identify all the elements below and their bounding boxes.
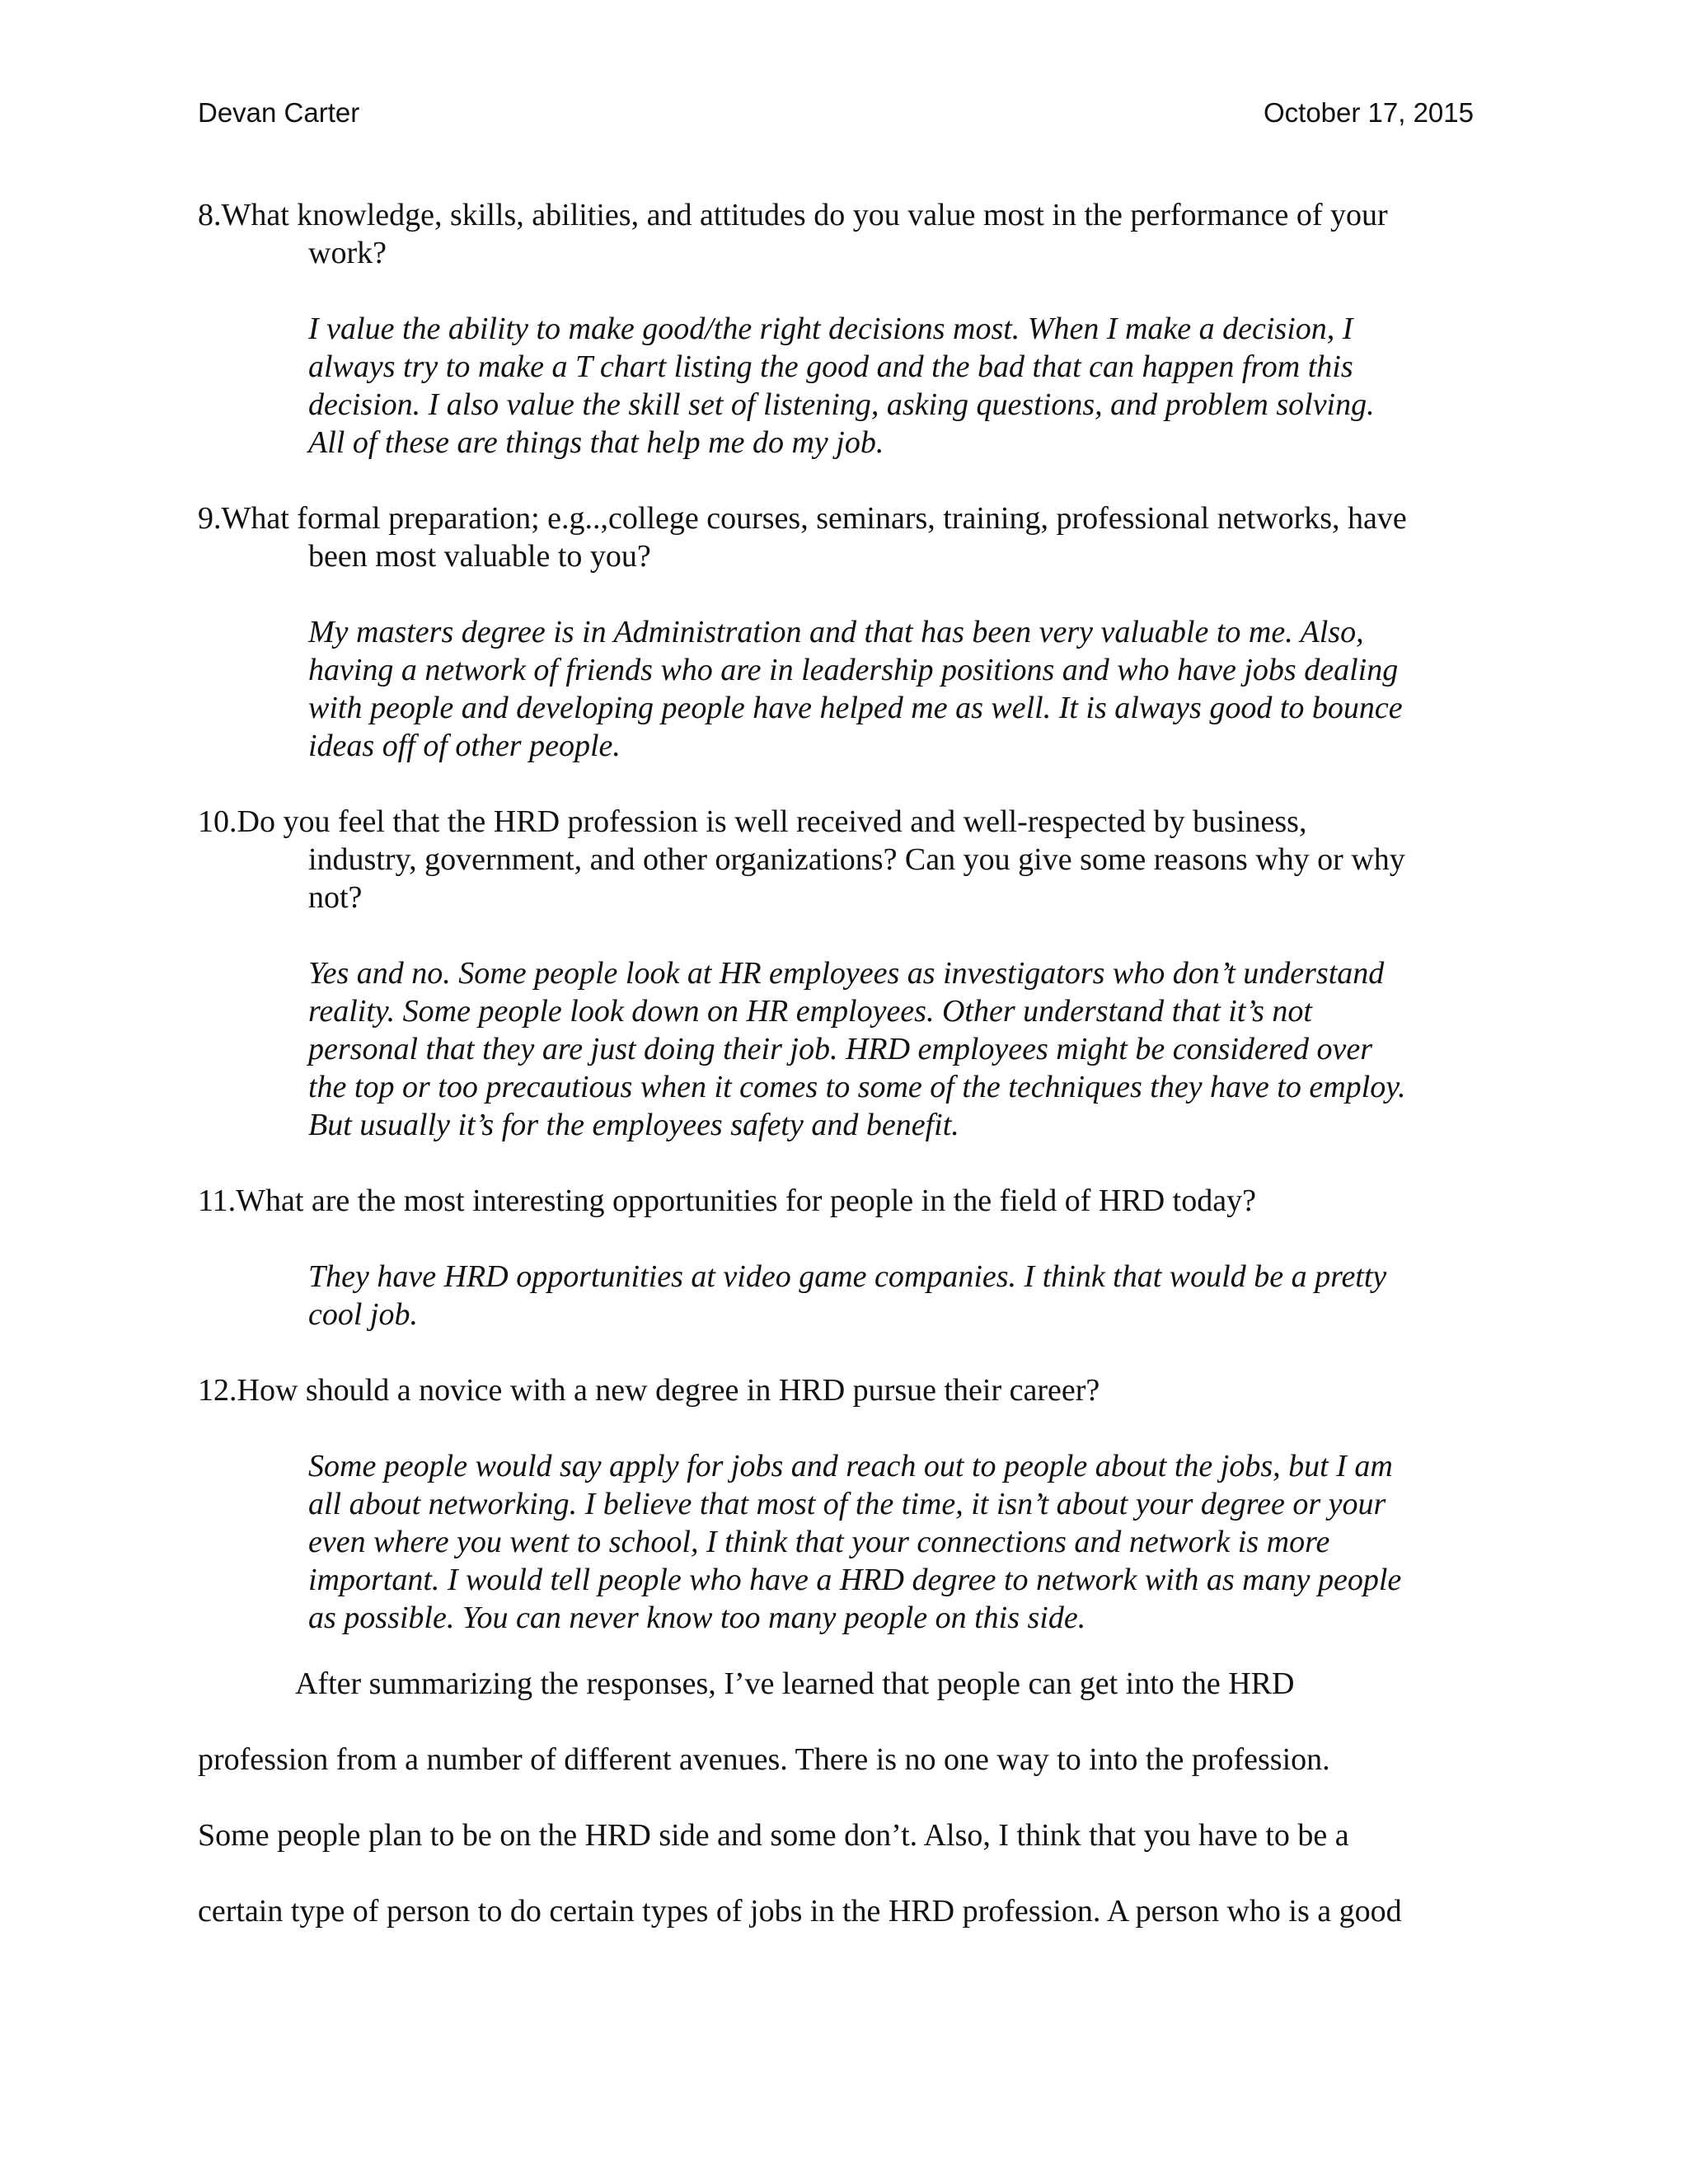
question-9-line-1: 9.What formal preparation; e.g..,college courses, seminars, training, professional networks, have [198, 501, 1407, 536]
answer-8-line-2: always try to make a T chart listing the good and the bad that can happen from this [308, 349, 1353, 384]
author-name: Devan Carter [198, 97, 360, 128]
question-10-line-2: industry, government, and other organizations? Can you give some reasons why or why [308, 842, 1405, 877]
answer-9-line-4: ideas off of other people. [308, 729, 621, 763]
question-10-line-1: 10.Do you feel that the HRD profession is well received and well-respected by business, [198, 804, 1307, 839]
header-date: October 17, 2015 [1263, 97, 1474, 128]
answer-8-line-1: I value the ability to make good/the right decisions most. When I make a decision, I [308, 312, 1353, 346]
answer-9 [308, 613, 1487, 765]
page-header [198, 97, 1474, 137]
question-11-line-1: 11.What are the most interesting opportunities for people in the field of HRD today? [198, 1183, 1256, 1218]
answer-8 [308, 310, 1487, 462]
question-8-line-2: work? [308, 236, 387, 270]
question-10 [198, 803, 1484, 916]
answer-8-line-4: All of these are things that help me do my job. [308, 425, 884, 460]
question-8 [198, 196, 1484, 272]
summary-line-1: After summarizing the responses, I’ve learned that people can get into the HRD [295, 1666, 1295, 1701]
answer-8-line-3: decision. I also value the skill set of listening, asking questions, and problem solving. [308, 387, 1375, 422]
question-12 [198, 1371, 1484, 1409]
question-11 [198, 1182, 1484, 1220]
question-9-line-2: been most valuable to you? [308, 539, 651, 574]
summary-line-2: profession from a number of different avenues. There is no one way to into the profession. [198, 1742, 1330, 1777]
summary-line-3: Some people plan to be on the HRD side and some don’t. Also, I think that you have to be a [198, 1818, 1349, 1853]
answer-12-line-2: all about networking. I believe that most of the time, it isn’t about your degree or your [308, 1487, 1386, 1521]
answer-9-line-3: with people and developing people have helped me as well. It is always good to bounce [308, 691, 1403, 725]
answer-12 [308, 1447, 1487, 1637]
answer-10-line-1: Yes and no. Some people look at HR employees as investigators who don’t understand [308, 956, 1385, 991]
answer-12-line-4: important. I would tell people who have a HRD degree to network with as many people [308, 1563, 1402, 1597]
answer-12-line-1: Some people would say apply for jobs and reach out to people about the jobs, but I am [308, 1449, 1393, 1483]
answer-10-line-5: But usually it’s for the employees safety and benefit. [308, 1108, 959, 1142]
answer-11 [308, 1258, 1487, 1333]
answer-9-line-1: My masters degree is in Administration and that has been very valuable to me. Also, [308, 615, 1364, 649]
answer-9-line-2: having a network of friends who are in leadership positions and who have jobs dealing [308, 653, 1399, 687]
summary-line-4: certain type of person to do certain types of jobs in the HRD profession. A person who is a good [198, 1894, 1402, 1929]
answer-10-line-3: personal that they are just doing their job. HRD employees might be considered over [308, 1032, 1373, 1066]
answer-11-line-2: cool job. [308, 1297, 418, 1332]
question-12-line-1: 12.How should a novice with a new degree in HRD pursue their career? [198, 1373, 1100, 1408]
question-10-line-3: not? [308, 880, 363, 915]
answer-12-line-5: as possible. You can never know too many people on this side. [308, 1601, 1086, 1635]
answer-12-line-3: even where you went to school, I think that your connections and network is more [308, 1525, 1330, 1559]
answer-10 [308, 954, 1487, 1144]
question-8-line-1: 8.What knowledge, skills, abilities, and attitudes do you value most in the performance of your [198, 198, 1388, 232]
answer-11-line-1: They have HRD opportunities at video game companies. I think that would be a pretty [308, 1259, 1387, 1294]
answer-10-line-4: the top or too precautious when it comes to some of the techniques they have to employ. [308, 1070, 1406, 1104]
answer-10-line-2: reality. Some people look down on HR employees. Other understand that it’s not [308, 994, 1312, 1029]
question-9 [198, 499, 1484, 575]
